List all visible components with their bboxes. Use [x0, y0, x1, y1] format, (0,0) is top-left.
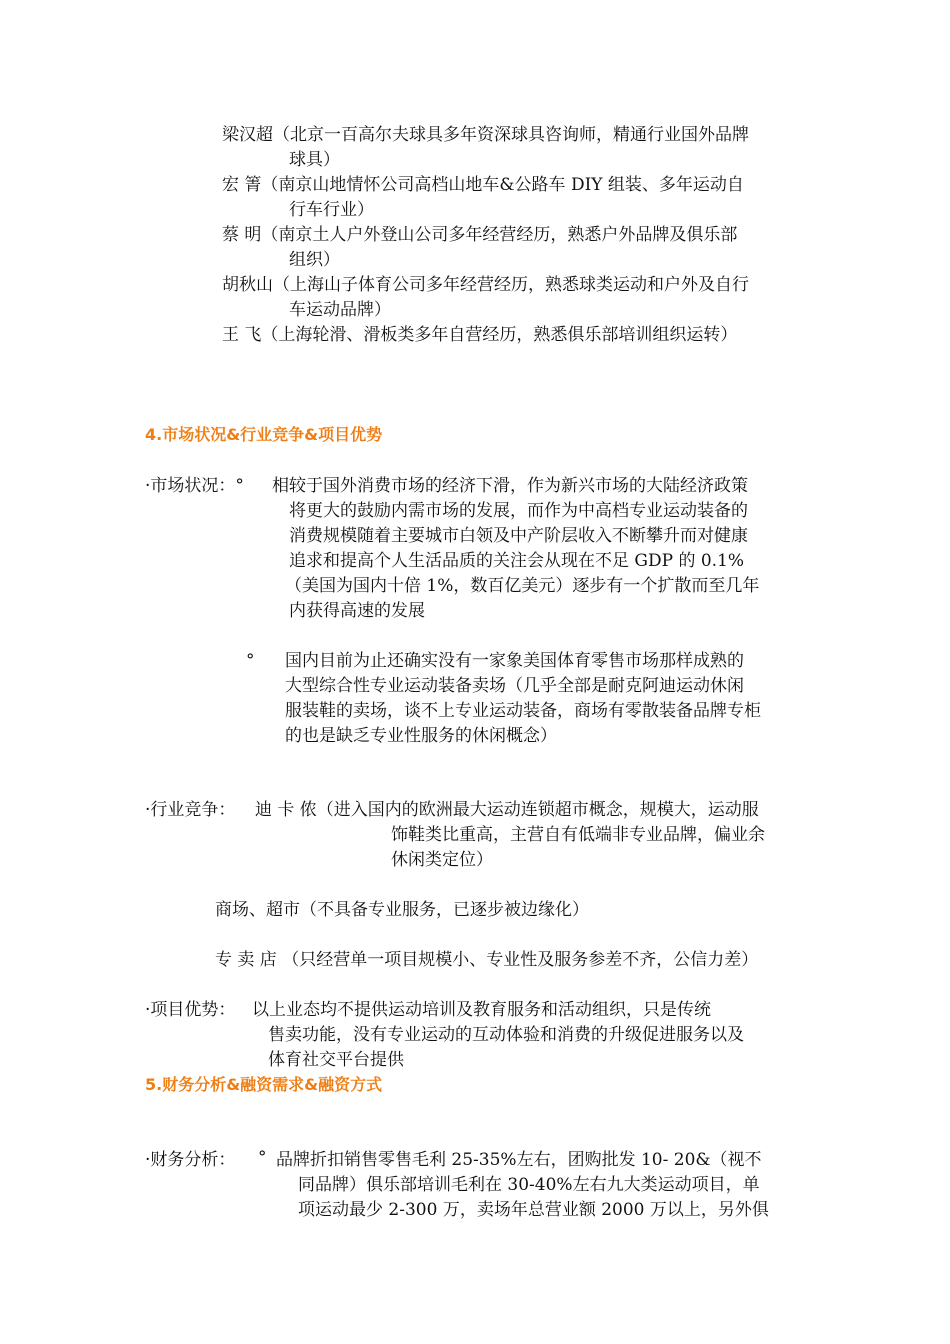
team-member-2-line2: 行车行业） [289, 200, 374, 220]
market-p1-line2: 将更大的鼓励内需市场的发展，而作为中高档专业运动装备的 [289, 501, 748, 521]
team-member-3-line1: 蔡 明（南京土人户外登山公司多年经营经历，熟悉户外品牌及俱乐部 [222, 225, 738, 245]
market-p1-line4: 追求和提高个人生活品质的关注会从现在不足 GDP 的 0.1% [289, 551, 745, 571]
market-p1-line5: （美国为国内十倍 1%，数百亿美元）逐步有一个扩散而至几年 [285, 576, 760, 596]
advantage-line1: 以上业态均不提供运动培训及教育服务和活动组织，只是传统 [252, 1000, 711, 1020]
team-member-5-line1: 王 飞（上海轮滑、滑板类多年自营经历，熟悉俱乐部培训组织运转） [222, 325, 738, 345]
team-member-4-line2: 车运动品牌） [289, 300, 391, 320]
team-member-1-line2: 球具） [289, 150, 340, 170]
market-p2-line2: 大型综合性专业运动装备卖场（几乎全部是耐克阿迪运动休闲 [285, 676, 744, 696]
competition-label: ·行业竞争： [145, 800, 236, 820]
advantage-label: ·项目优势： [145, 1000, 236, 1020]
team-member-4-line1: 胡秋山（上海山子体育公司多年经营经历，熟悉球类运动和户外及自行 [222, 275, 749, 295]
market-p1-line3: 消费规模随着主要城市白领及中产阶层收入不断攀升而对健康 [289, 526, 748, 546]
market-p2-line3: 服装鞋的卖场，谈不上专业运动装备，商场有零散装备品牌专柜 [285, 701, 761, 721]
team-member-1-line1: 梁汉超（北京一百高尔夫球具多年资深球具咨询师，精通行业国外品牌 [222, 125, 749, 145]
market-p2-line4: 的也是缺乏专业性服务的休闲概念） [285, 726, 557, 746]
malls-line: 商场、超市（不具备专业服务，已逐步被边缘化） [215, 900, 589, 920]
finance-label: ·财务分析： [145, 1150, 236, 1170]
market-p2-bullet: ° [246, 651, 255, 671]
finance-line3: 项运动最少 2-300 万，卖场年总营业额 2000 万以上，另外俱 [298, 1200, 769, 1220]
decathlon-line2: 饰鞋类比重高，主营自有低端非专业品牌，偏业余 [391, 825, 765, 845]
team-member-2-line1: 宏 箐（南京山地情怀公司高档山地车&公路车 DIY 组装、多年运动自 [222, 175, 744, 195]
section-4-heading: 4.市场状况&行业竞争&项目优势 [145, 425, 383, 444]
section-5-heading: 5.财务分析&融资需求&融资方式 [145, 1075, 383, 1094]
decathlon-line3: 休闲类定位） [391, 850, 493, 870]
market-p1-line6: 内获得高速的发展 [289, 601, 425, 621]
market-label: ·市场状况：° [145, 476, 244, 496]
finance-line1: 品牌折扣销售零售毛利 25-35%左右，团购批发 10- 20&（视不 [276, 1150, 762, 1170]
finance-bullet: ° [258, 1148, 267, 1168]
decathlon-line1: 迪 卡 侬（进入国内的欧洲最大运动连锁超市概念，规模大，运动服 [255, 800, 759, 820]
specialty-stores-line: 专 卖 店 （只经营单一项目规模小、专业性及服务参差不齐，公信力差） [215, 950, 759, 970]
team-member-3-line2: 组织） [289, 250, 340, 270]
market-p1-line1: 相较于国外消费市场的经济下滑，作为新兴市场的大陆经济政策 [272, 476, 748, 496]
finance-line2: 同品牌）俱乐部培训毛利在 30-40%左右九大类运动项目，单 [298, 1175, 760, 1195]
market-p2-line1: 国内目前为止还确实没有一家象美国体育零售市场那样成熟的 [285, 651, 744, 671]
advantage-line3: 体育社交平台提供 [268, 1050, 404, 1070]
advantage-line2: 售卖功能，没有专业运动的互动体验和消费的升级促进服务以及 [268, 1025, 744, 1045]
